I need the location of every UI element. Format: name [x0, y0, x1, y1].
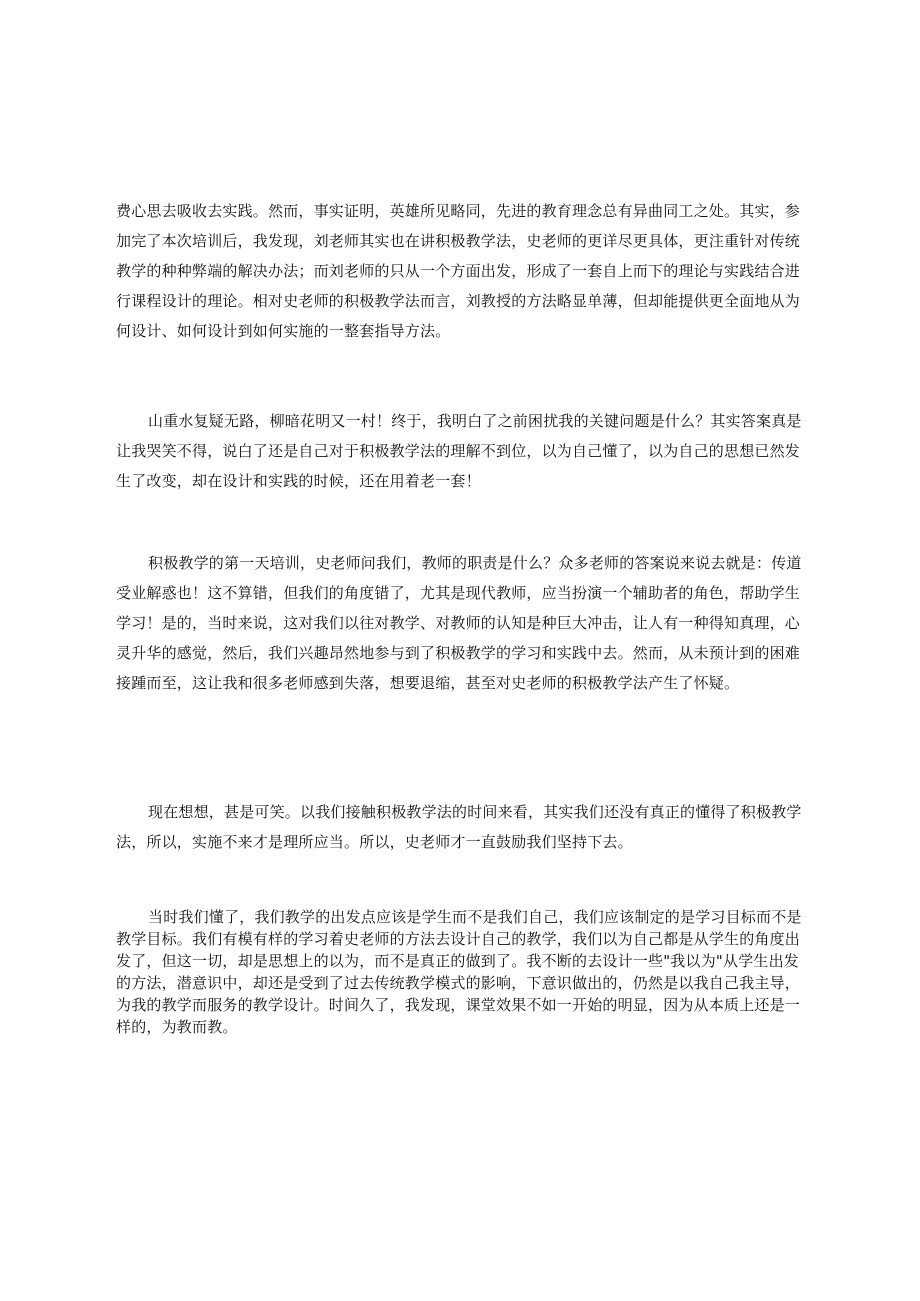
paragraph-1: 费心思去吸收去实践。然而，事实证明，英雄所见略同，先进的教育理念总有异曲同工之处。其实，参加完了本次培训后，我发现，刘老师其实也在讲积极教学法，史老师的更详尽更具体，更注重针对传统教学的种种弊端的解决办法；而刘老师的只从一个方面出发，形成了一套自上而下的理论与实践结合进行课程设计的理论。相对史老师的积极教学法而言，刘教授的方法略显单薄，但却能提供更全面地从为何设计、如何设计到如何实施的一整套指导方法。 — [116, 202, 801, 340]
paragraph-5: 当时我们懂了，我们教学的出发点应该是学生而不是我们自己，我们应该制定的是学习目标而不是教学目标。我们有模有样的学习着史老师的方法去设计自己的教学，我们以为自己都是从学生的角度出发了，但这一切，却是思想上的以为，而不是真正的做到了。我不断的去设计一些"我以为"从学生出发的方法，潜意识中，却还是受到了过去传统教学模式的影响，下意识做出的，仍然是以我自己我主导，为我的教学而服务的教学设计。时间久了，我发现，课堂效果不如一开始的明显，因为从本质上还是一样的，为教而教。 — [116, 908, 802, 1036]
paragraph-2: 山重水复疑无路，柳暗花明又一村！终于，我明白了之前困扰我的关键问题是什么？其实答案真是让我哭笑不得，说白了还是自己对于积极教学法的理解不到位，以为自己懂了，以为自己的思想已然发生了改变，却在设计和实践的时候，还在用着老一套！ — [116, 412, 802, 490]
paragraph-3: 积极教学的第一天培训，史老师问我们，教师的职责是什么？众多老师的答案说来说去就是：传道受业解惑也！这不算错，但我们的角度错了，尤其是现代教师，应当扮演一个辅助者的角色，帮助学生学习！是的，当时来说，这对我们以往对教学、对教师的认知是种巨大冲击，让人有一种得知真理，心灵升华的感觉，然后，我们兴趣昂然地参与到了积极教学的学习和实践中去。然而，从未预计到的困难接踵而至，这让我和很多老师感到失落，想要退缩，甚至对史老师的积极教学法产生了怀疑。 — [116, 554, 802, 692]
paragraph-4: 现在想想，甚是可笑。以我们接触积极教学法的时间来看，其实我们还没有真正的懂得了积极教学法，所以，实施不来才是理所应当。所以，史老师才一直鼓励我们坚持下去。 — [116, 803, 802, 851]
